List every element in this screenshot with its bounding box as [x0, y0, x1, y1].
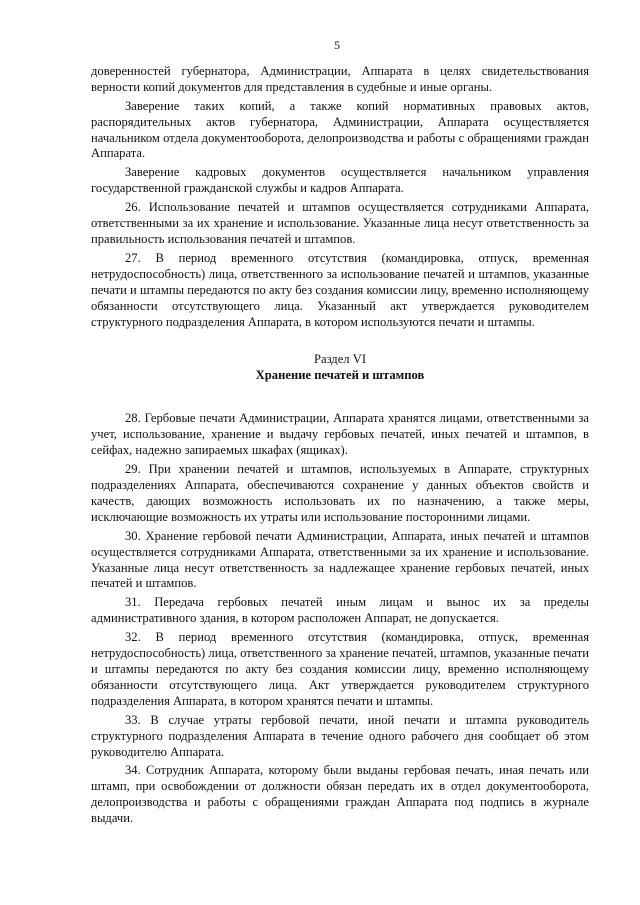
paragraph-34: 34. Сотрудник Аппарата, которому были выданы гербовая печать, иная печать или штамп, при освобождении от должности обязан передать их в отдел документооборота, делопроизводства и работы с обращениями граждан Аппарата под подпись в журнале выдачи.	[91, 763, 589, 826]
paragraph: доверенностей губернатора, Администрации, Аппарата в целях свидетельствования верности копий документов для представления в судебные и иные органы.	[91, 63, 589, 94]
document-page	[91, 38, 589, 830]
paragraph-30: 30. Хранение гербовой печати Администрации, Аппарата, иных печатей и штампов осуществляется сотрудниками Аппарата, ответственными за их хранение и использование. Указанные лица несут ответственность за надлежащее хранение гербовых печатей, иных печатей и штампов.	[91, 528, 589, 591]
paragraph-29: 29. При хранении печатей и штампов, используемых в Аппарате, структурных подразделениях Аппарата, обеспечиваются сохранение у данных объектов свойств и качеств, дающих возможность использовать их по назначению, а также меры, исключающие возможность их утраты или использование посторонними лицами.	[91, 462, 589, 524]
paragraphs-top	[91, 64, 589, 331]
section-subtitle: Хранение печатей и штампов	[255, 368, 425, 383]
paragraph-33: 33. В случае утраты гербовой печати, иной печати и штампа руководитель структурного подразделения Аппарата в течение одного рабочего дня сообщает об этом руководителю Аппарата.	[91, 712, 589, 759]
paragraph: Заверение кадровых документов осуществляется начальником управления государственной гражданской службы и кадров Аппарата.	[91, 165, 589, 196]
paragraph: Заверение таких копий, а также копий нормативных правовых актов, распорядительных актов губернатора, Администрации, Аппарата осуществляется начальником отдела документооборота, делопроизводства и работы с обращениями граждан Аппарата.	[91, 98, 589, 161]
paragraph-32: 32. В период временного отсутствия (командировка, отпуск, временная нетрудоспособность) лица, ответственного за хранение печатей, штампов, указанные печати и штампы передаются по акту без создания комиссии лицу, временно исполняющему обязанности отсутствующего лица. Акт утверждается руководителем структурного подразделения Аппарата, в котором хранятся печати и штампы.	[91, 630, 589, 708]
section-title: Раздел VI	[313, 352, 367, 367]
paragraph-28: 28. Гербовые печати Администрации, Аппарата хранятся лицами, ответственными за учет, использование, хранение и выдачу гербовых печатей, иных печатей и штампов, в сейфах, надежно запираемых шкафах (ящиках).	[91, 411, 589, 458]
paragraph-26: 26. Использование печатей и штампов осуществляется сотрудниками Аппарата, ответственными за их хранение и использование. Указанные лица несут ответственность за правильность использования печатей и штампов.	[91, 200, 589, 246]
paragraph-31: 31. Передача гербовых печатей иным лицам и вынос их за пределы административного здания, в котором расположен Аппарат, не допускается.	[91, 595, 589, 626]
paragraph-27: 27. В период временного отсутствия (командировка, отпуск, временная нетрудоспособность) лица, ответственного за использование печатей и штампов, указанные печати и штампы передаются по акту без создания комиссии лицу, временно исполняющему обязанности отсутствующего лица. Указанный акт утверждается руководителем структурного подразделения Аппарата, в котором используются печати и штампы.	[91, 250, 589, 329]
page-number: 5	[334, 38, 340, 52]
paragraphs-bottom	[91, 411, 589, 827]
